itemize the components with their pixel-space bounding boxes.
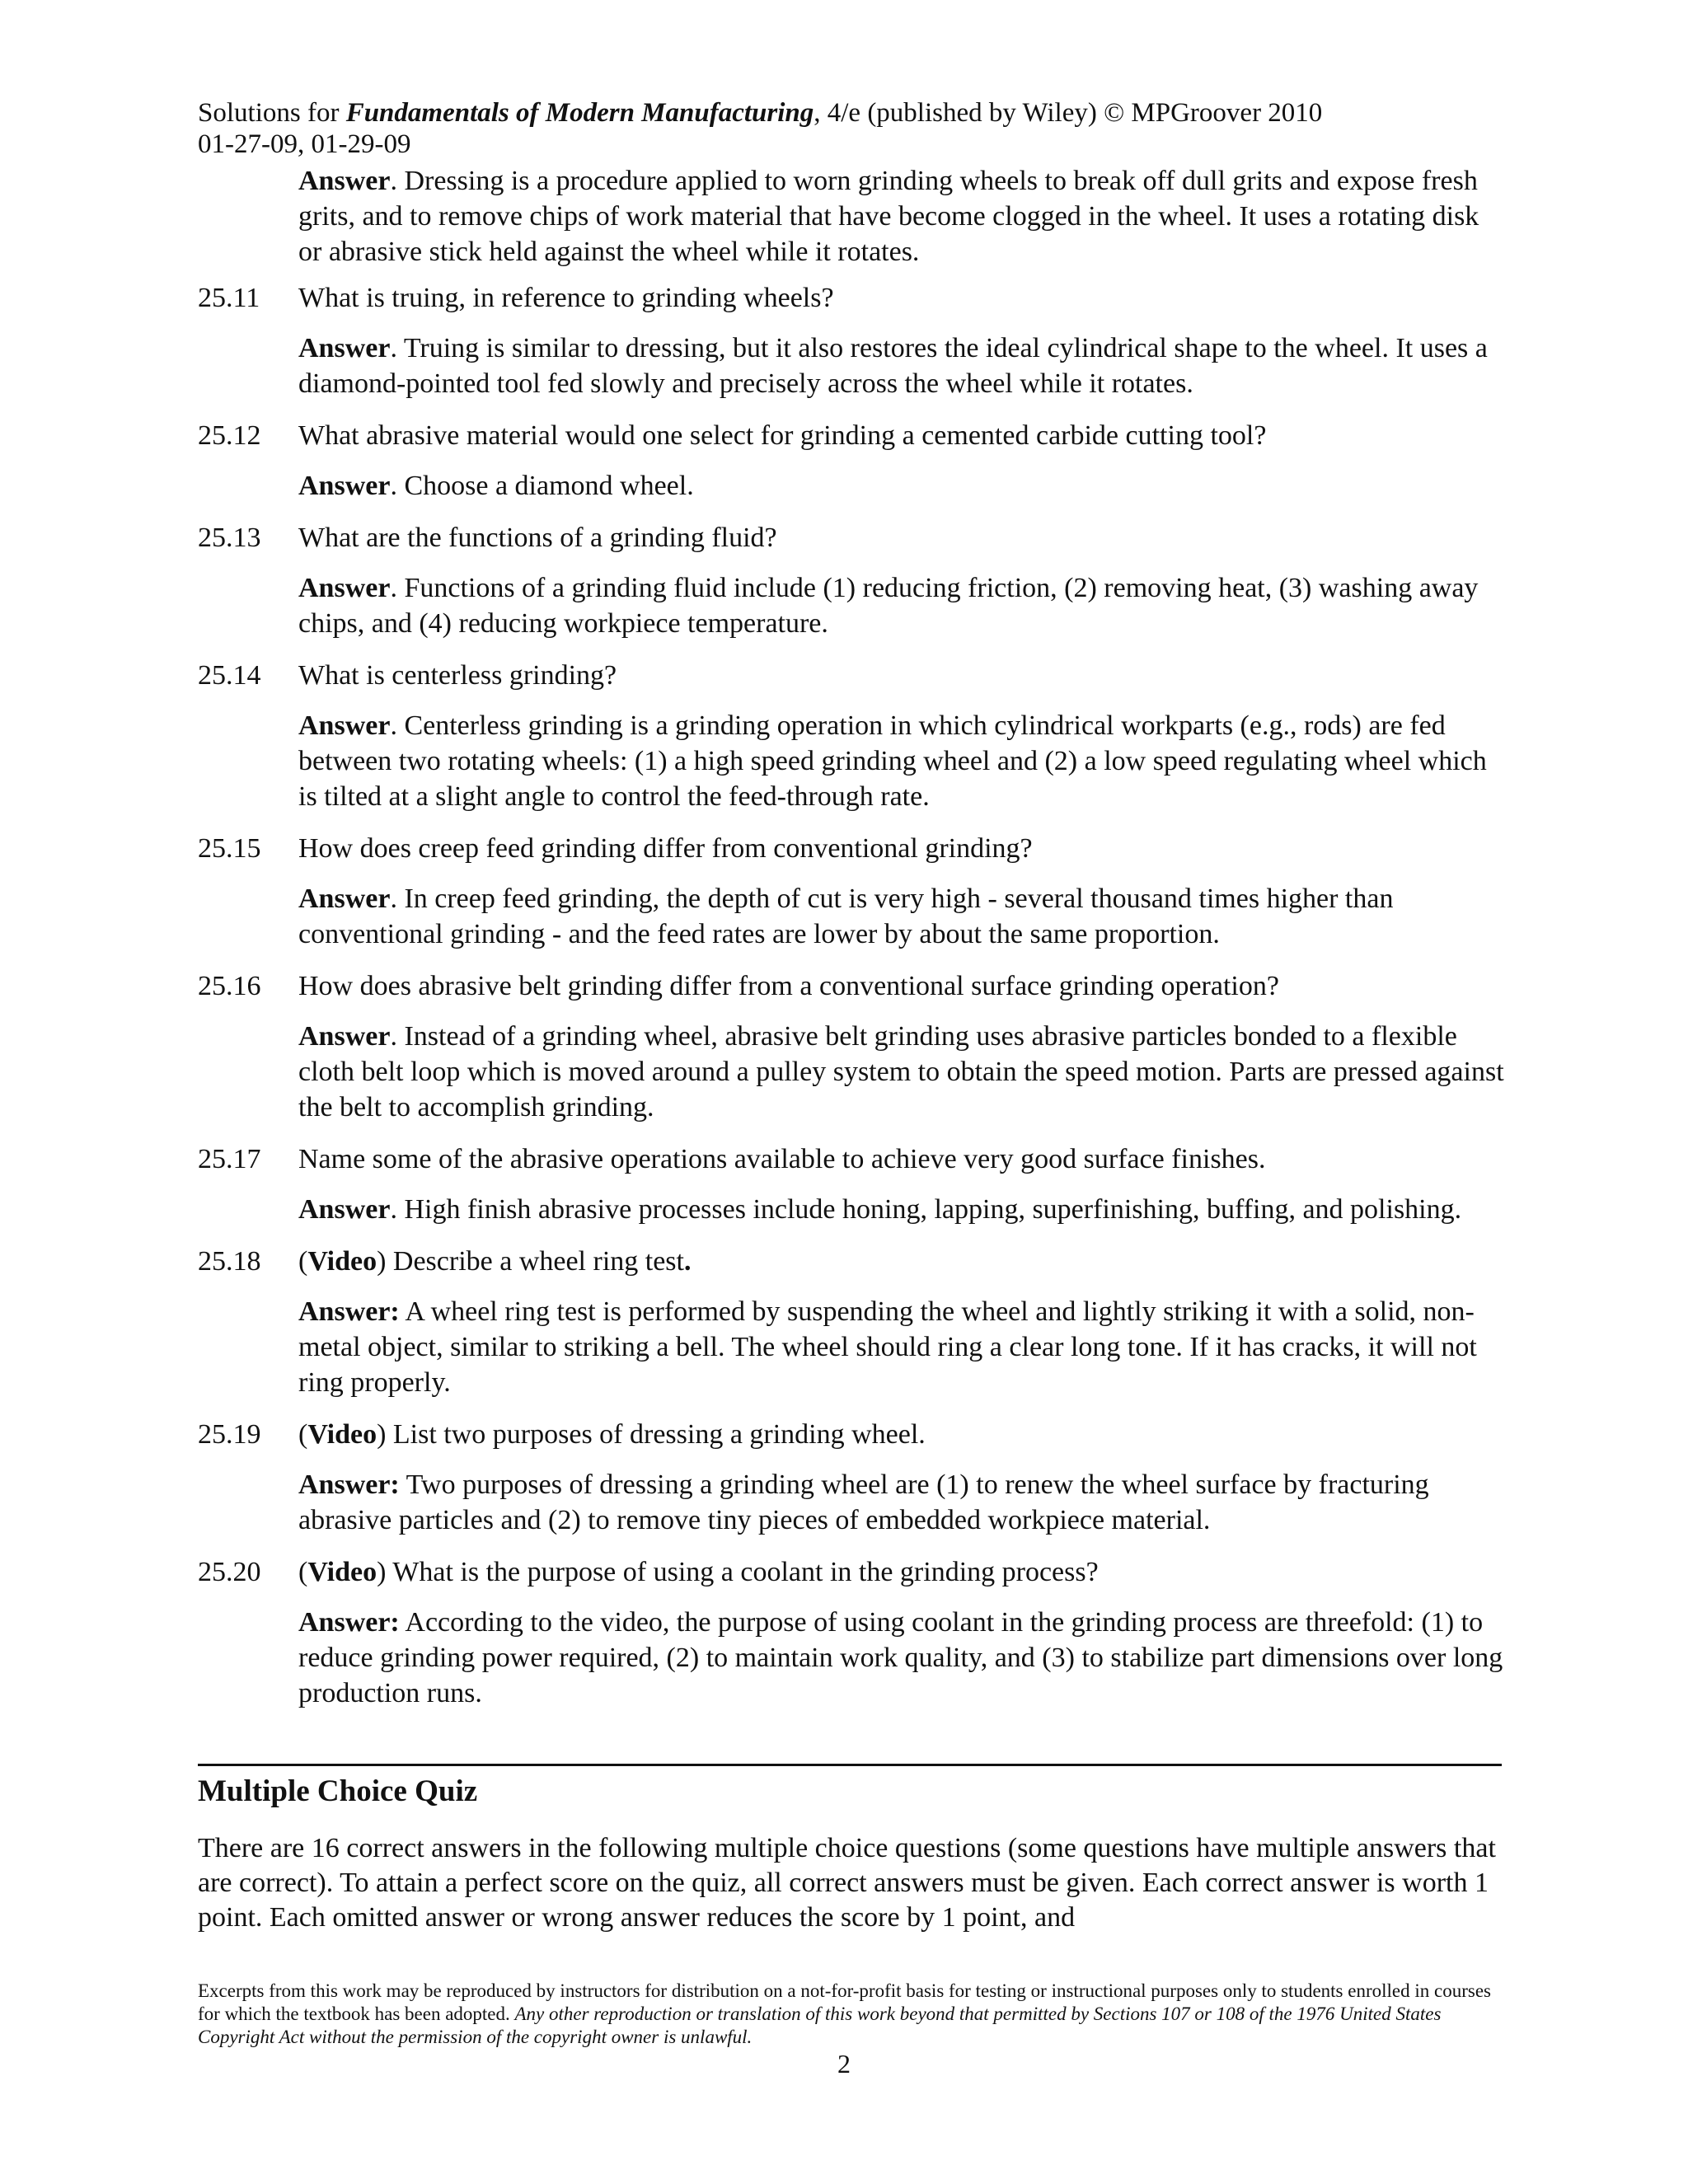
question-text: What abrasive material would one select for grinding a cemented carbide cutting tool? [298, 420, 1267, 451]
question-item [198, 1417, 1508, 1538]
answer-text: . Dressing is a procedure applied to worn grinding wheels to break off dull grits and expose fresh grits, and to remove chips of work material that have become clogged in the wheel. It uses a rotating disk or abrasive stick held against the wheel while it rotates. [298, 166, 1479, 267]
answer-text: . Truing is similar to dressing, but it also restores the ideal cylindrical shape to the wheel. It uses a diamond-pointed tool fed slowly and precisely across the wheel while it rotates. [298, 333, 1488, 399]
running-header [198, 97, 1500, 160]
answer-text: . Functions of a grinding fluid include (1) reducing friction, (2) removing heat, (3) washing away chips, and (4) reducing workpiece temperature. [298, 573, 1479, 639]
answer-25-10 [298, 163, 1502, 269]
answer-text: . High finish abrasive processes include honing, lapping, superfinishing, buffing, and polishing. [390, 1194, 1462, 1225]
question-list [198, 280, 1508, 1727]
answer [298, 330, 1508, 401]
question-number: 25.13 [198, 523, 261, 553]
answer [298, 1294, 1508, 1400]
question [198, 968, 1508, 1004]
question-item [198, 658, 1508, 814]
question [198, 1417, 1508, 1452]
answer-label: Answer [298, 883, 391, 914]
answer [298, 570, 1508, 641]
answer [298, 1467, 1508, 1538]
answer-label: Answer [298, 471, 391, 501]
footer-italic: Any other reproduction or translation of this work beyond that permitted by Sections 107 or 108 of the 1976 United States Copyright Act without the permission of the copyright owner is unlawful. [198, 2004, 1442, 2047]
answer-label: Answer [298, 333, 391, 363]
question-item [198, 520, 1508, 641]
answer-text: According to the video, the purpose of using coolant in the grinding process are threefold: (1) to reduce grinding power required, (2) to maintain work quality, and (3) to stabilize part dimensions over long production runs. [298, 1607, 1503, 1708]
question-number: 25.15 [198, 833, 261, 864]
question-text: (Video) List two purposes of dressing a grinding wheel. [298, 1419, 926, 1450]
question [198, 1244, 1508, 1279]
header-prefix: Solutions for [198, 98, 346, 128]
question-item [198, 1244, 1508, 1400]
answer [298, 1019, 1508, 1125]
question [198, 520, 1508, 555]
page-number: 2 [837, 2049, 851, 2079]
question [198, 418, 1508, 453]
question-text: Name some of the abrasive operations available to achieve very good surface finishes. [298, 1144, 1266, 1174]
answer-label: Answer [298, 166, 391, 196]
answer-text: . Centerless grinding is a grinding operation in which cylindrical workparts (e.g., rods) are fed between two rotating wheels: (1) a high speed grinding wheel and (2) a low speed regulating wheel which is tilted at a slight angle to control the feed-through rate. [298, 710, 1487, 812]
answer-label: Answer [298, 710, 391, 741]
question [198, 1554, 1508, 1590]
question-text: How does creep feed grinding differ from conventional grinding? [298, 833, 1033, 864]
question-text: What is centerless grinding? [298, 660, 617, 691]
question-text: (Video) Describe a wheel ring test. [298, 1246, 692, 1277]
question [198, 658, 1508, 693]
question-text: How does abrasive belt grinding differ from a conventional surface grinding operation? [298, 971, 1279, 1001]
section-divider [198, 1764, 1502, 1766]
answer [298, 1192, 1508, 1227]
question-number: 25.16 [198, 971, 261, 1001]
answer [298, 1605, 1508, 1711]
copyright-footer [198, 1980, 1508, 2049]
answer [298, 708, 1508, 814]
answer-label: Answer: [298, 1296, 400, 1327]
question [198, 1141, 1508, 1177]
answer-text: . In creep feed grinding, the depth of cut is very high - several thousand times higher than conventional grinding - and the feed rates are lower by about the same proportion. [298, 883, 1394, 949]
question-item [198, 1554, 1508, 1711]
section-heading: Multiple Choice Quiz [198, 1774, 478, 1808]
question-text: What is truing, in reference to grinding wheels? [298, 283, 834, 313]
answer-label: Answer: [298, 1469, 400, 1500]
header-dates: 01-27-09, 01-29-09 [198, 129, 411, 159]
answer-label: Answer [298, 1021, 391, 1052]
question-number: 25.11 [198, 283, 260, 313]
question-number: 25.14 [198, 660, 261, 691]
question-number: 25.12 [198, 420, 261, 451]
header-suffix: , 4/e (published by Wiley) © MPGroover 2010 [814, 98, 1323, 128]
question-text: What are the functions of a grinding fluid? [298, 523, 777, 553]
answer [298, 468, 1508, 504]
question [198, 280, 1508, 316]
answer [298, 881, 1508, 952]
question-item [198, 831, 1508, 952]
question-item [198, 1141, 1508, 1227]
answer-text: . Choose a diamond wheel. [390, 471, 694, 501]
question [198, 831, 1508, 866]
answer-text: A wheel ring test is performed by suspending the wheel and lightly striking it with a solid, non-metal object, similar to striking a bell. The wheel should ring a clear long tone. If it has cracks, it will not ring properly. [298, 1296, 1477, 1398]
question-item [198, 418, 1508, 504]
question-number: 25.19 [198, 1419, 261, 1450]
answer-label: Answer [298, 573, 391, 603]
question-text: (Video) What is the purpose of using a coolant in the grinding process? [298, 1557, 1099, 1587]
answer-label: Answer: [298, 1607, 400, 1638]
question-number: 25.20 [198, 1557, 261, 1587]
quiz-intro-paragraph: There are 16 correct answers in the following multiple choice questions (some questions have multiple answers that are correct). To attain a perfect score on the quiz, all correct answers must be given. Each correct answer is worth 1 point. Each omitted answer or wrong answer reduces the score by 1 point, and [198, 1833, 1496, 1933]
question-number: 25.17 [198, 1144, 261, 1174]
footer-plain: Excerpts from this work may be reproduced by instructors for distribution on a not-for-profit basis for testing or instructional purposes only to students enrolled in courses for which the textbook has been adopted. [198, 1980, 1491, 2024]
answer-text: Two purposes of dressing a grinding wheel are (1) to renew the wheel surface by fracturing abrasive particles and (2) to remove tiny pieces of embedded workpiece material. [298, 1469, 1429, 1535]
header-line [198, 97, 1500, 129]
question-item [198, 280, 1508, 401]
book-title: Fundamentals of Modern Manufacturing [345, 98, 814, 128]
answer-label: Answer [298, 1194, 391, 1225]
answer-text: . Instead of a grinding wheel, abrasive belt grinding uses abrasive particles bonded to a flexible cloth belt loop which is moved around a pulley system to obtain the speed motion. Parts are pressed against the belt to accomplish grinding. [298, 1021, 1504, 1122]
question-number: 25.18 [198, 1246, 261, 1277]
question-item [198, 968, 1508, 1125]
